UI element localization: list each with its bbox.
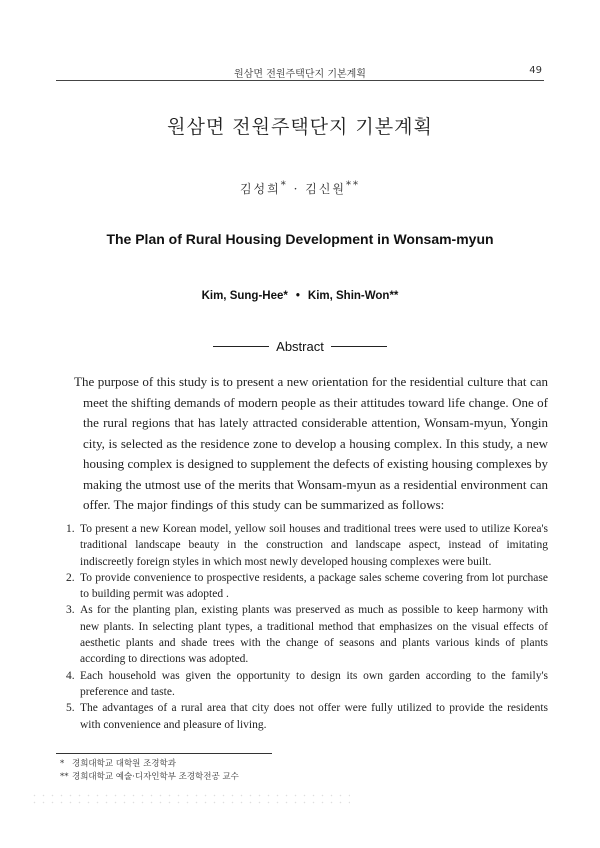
finding-item-5 <box>66 700 548 733</box>
korean-author-1-mark: * <box>280 180 288 191</box>
abstract-rule-left <box>213 346 269 347</box>
footnote-divider <box>56 753 272 754</box>
abstract-line: city, is selected as the residence zone to develop a housing complex. In this study, a new <box>83 435 548 451</box>
finding-line: new plants. In selecting plant types, a traditional method that emphasizes on the visual effects of <box>80 620 548 633</box>
running-head-title: 원삼면 전원주택단지 기본계획 <box>234 69 366 80</box>
footnotes <box>60 758 239 784</box>
korean-author-1: 김성희 <box>239 182 281 196</box>
english-author-2: Kim, Shin-Won <box>307 290 390 302</box>
korean-author-separator: · <box>293 182 300 196</box>
footnote-text: 경희대학교 예술·디자인학부 조경학전공 교수 <box>72 772 239 782</box>
finding-item-4 <box>66 668 548 701</box>
finding-number: 4. <box>66 669 75 682</box>
finding-line: with convenience and pleasure of living. <box>80 718 267 731</box>
english-author-1-mark: * <box>283 290 288 302</box>
finding-line: To present a new Korean model, yellow soil houses and traditional trees were used to utilize Korea's <box>80 523 548 535</box>
abstract-line: offer. The major findings of this study can be summarized as follows: <box>83 497 445 512</box>
abstract-rule-right <box>331 346 387 347</box>
finding-line: indiscreetly foreign styles in which most newly developed housing complexes were built. <box>80 555 492 568</box>
finding-number: 3. <box>66 604 75 617</box>
finding-line: aesthetic plants and shade trees with the change of seasons and plants various kinds of plants <box>80 637 548 650</box>
page-number: 49 <box>529 65 542 76</box>
finding-line: to building permit was adopted . <box>80 588 229 601</box>
finding-item-2 <box>66 570 548 603</box>
english-authors <box>0 290 600 302</box>
english-author-1: Kim, Sung-Hee <box>201 290 284 302</box>
finding-line: Each household was given the opportunity to design its own garden according to the family's <box>80 669 548 682</box>
footnote-1 <box>60 758 239 771</box>
abstract-heading <box>0 339 600 354</box>
finding-number: 2. <box>66 571 75 584</box>
english-author-2-mark: ** <box>389 290 399 302</box>
abstract-line: housing complex is designed to supplement the defects of existing housing complexes by <box>83 456 548 471</box>
abstract-line: meet the shifting demands of modern people as their attitudes toward life change. One of <box>83 394 548 410</box>
footnote-text: 경희대학교 대학원 조경학과 <box>72 759 176 769</box>
footnote-mark: ** <box>60 772 69 782</box>
finding-line: The advantages of a rural area that city does not offer were fully utilized to provide the residents <box>80 702 548 715</box>
abstract-line: making the utmost use of the merits that Wonsam-myun as a residential environment can <box>83 476 548 492</box>
finding-line: preference and taste. <box>80 685 175 698</box>
findings-list <box>66 521 548 733</box>
finding-line: according to directions was adopted. <box>80 653 249 666</box>
abstract-paragraph <box>54 372 548 516</box>
abstract-line: the rural regions that has lately attracted considerable attention, Wonsam-myun, Yongin <box>83 415 548 430</box>
english-author-separator: • <box>295 290 300 302</box>
korean-title: 원삼면 전원주택단지 기본계획 <box>167 116 433 138</box>
finding-number: 5. <box>66 702 75 715</box>
finding-item-1 <box>66 521 548 570</box>
english-title: The Plan of Rural Housing Development in Wonsam-myun <box>106 231 494 247</box>
finding-line: traditional landscape beauty in the construction and landscape aspect, instead of imitating <box>80 539 548 552</box>
korean-authors <box>0 180 600 197</box>
finding-number: 1. <box>66 523 75 535</box>
korean-author-2-mark: ** <box>346 180 361 191</box>
finding-line: To provide convenience to prospective residents, a package sales scheme covering from lot purchase <box>80 571 548 584</box>
footnote-mark: * <box>60 759 65 769</box>
abstract-line: The purpose of this study is to present a new orientation for the residential culture that can <box>74 374 548 389</box>
running-head <box>56 64 544 81</box>
korean-author-2: 김신원 <box>305 182 347 196</box>
footnote-2 <box>60 771 239 784</box>
finding-line: As for the planting plan, existing plants was preserved as much as possible to keep harmony with <box>80 604 548 617</box>
abstract-heading-text: Abstract <box>276 339 324 354</box>
scan-artifact <box>30 792 350 806</box>
finding-item-3 <box>66 602 548 667</box>
